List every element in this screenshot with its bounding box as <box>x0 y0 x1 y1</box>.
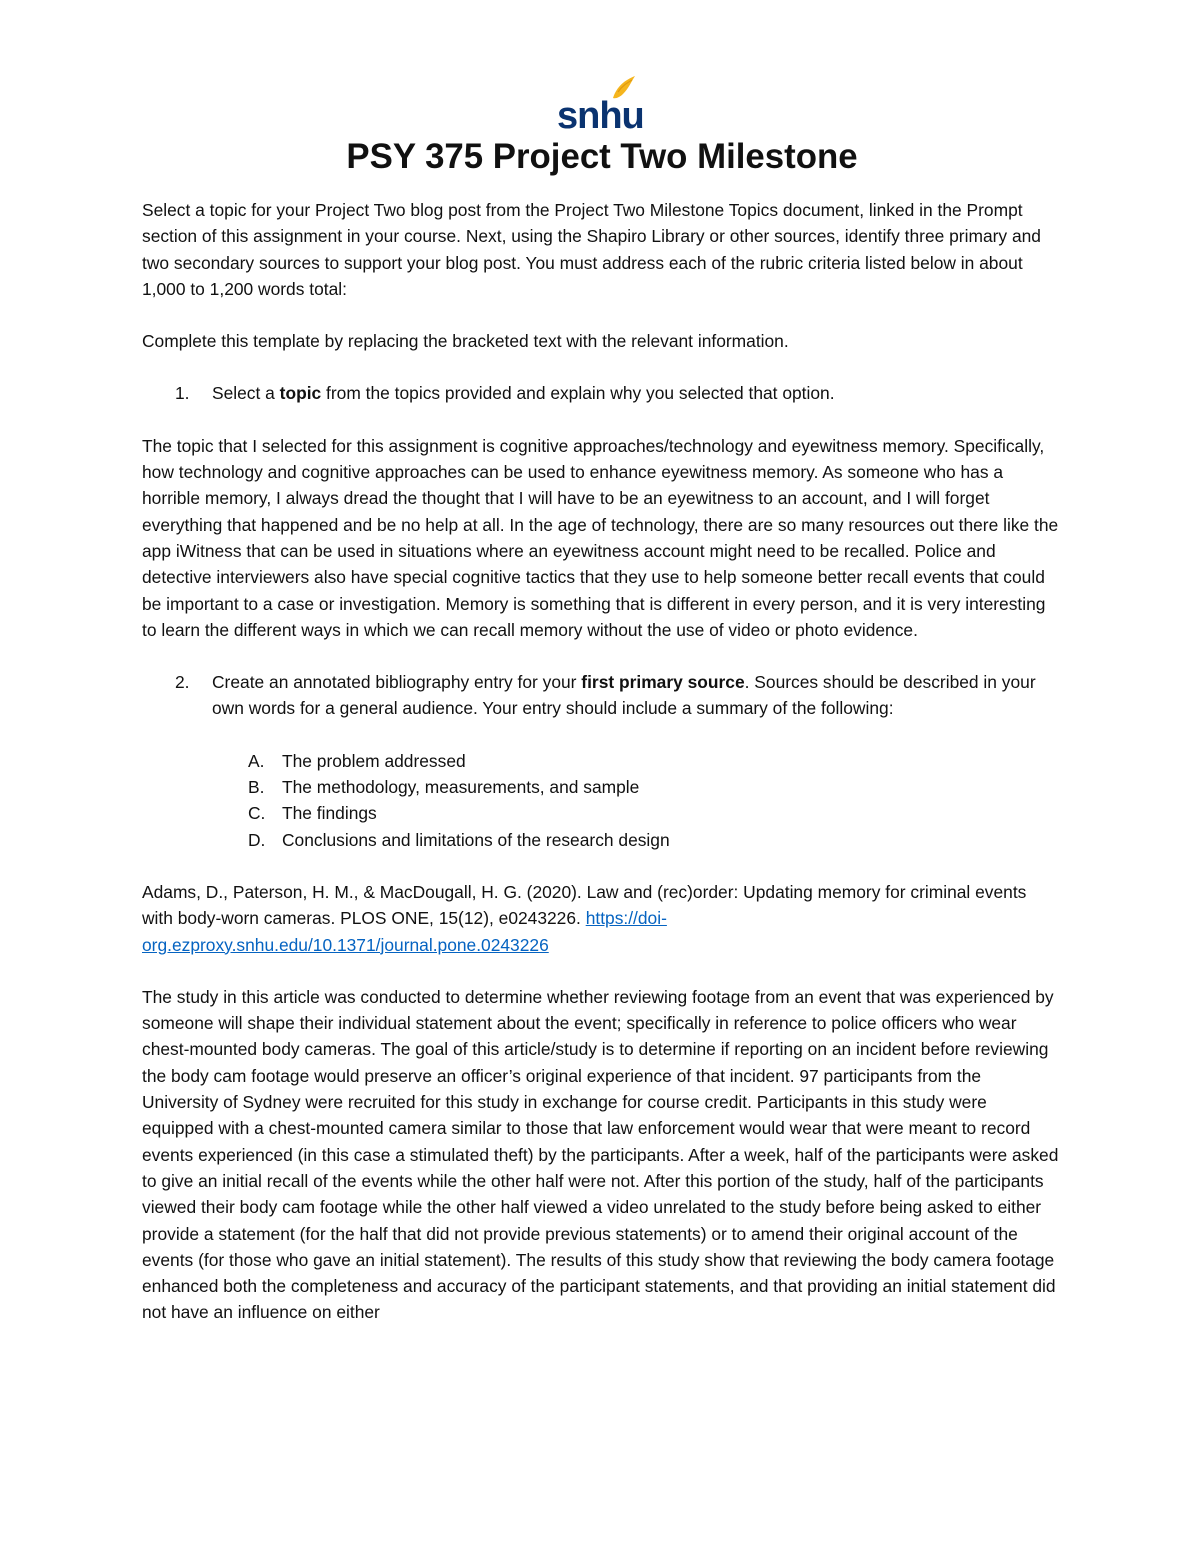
sub-list-text: Conclusions and limitations of the research design <box>282 829 670 850</box>
sub-list-letter: C. <box>248 803 266 824</box>
item2-text-pre: Create an annotated bibliography entry for your <box>212 672 582 693</box>
logo-text: snhu <box>557 95 644 132</box>
item1-text-bold: topic <box>279 383 322 404</box>
citation-text: Adams, D., Paterson, H. M., & MacDougall, H. G. (2020). Law and (rec)order: Updating memory for criminal events with body-worn cameras. PLOS ONE, 15(12), e0243226. <box>142 881 1027 929</box>
sub-list-letter: B. <box>248 777 265 798</box>
study-paragraph: The study in this article was conducted to determine whether reviewing footage from an event that was experienced by someone will shape their individual statement about the event; specifically in reference to police officers who wear chest-mounted body cameras. The goal of this article/study is to determine if reporting on an incident before reviewing the body cam footage would preserve an officer’s original experience of that incident. 97 participants from the University of Sydney were recruited for this study in exchange for course credit. Participants in this study were equipped with a chest-mounted camera similar to those that law enforcement would wear that were meant to record events experienced (in this case a stimulated theft) by the participants. After a week, half of the participants were asked to give an initial recall of the events while the other half were not. After this portion of the study, half of the participants viewed their body cam footage while the other half viewed a video unrelated to the study before being asked to either provide a statement (for the half that did not provide previous statements) or to amend their original account of the events (for those who gave an initial statement). The results of this study show that reviewing the body camera footage enhanced both the completeness and accuracy of the participant statements, and that providing an initial statement did not have an influence on either <box>142 986 1059 1323</box>
sub-list <box>142 748 1062 853</box>
list-item-1 <box>142 380 1062 406</box>
list-item-2 <box>142 669 1062 722</box>
sub-list-item <box>142 774 1062 800</box>
sub-list-letter: A. <box>248 750 265 771</box>
item1-text-post: from the topics provided and explain why you selected that option. <box>321 383 835 404</box>
sub-list-item <box>142 827 1062 853</box>
citation-link[interactable]: https://doi-org.ezproxy.snhu.edu/10.1371/journal.pone.0243226 <box>142 908 667 955</box>
sub-list-text: The methodology, measurements, and sample <box>282 777 640 798</box>
intro-paragraph: Select a topic for your Project Two blog post from the Project Two Milestone Topics document, linked in the Prompt section of this assignment in your course. Next, using the Shapiro Library or other sources, identify three primary and two secondary sources to support your blog post. You must address each of the rubric criteria listed below in about 1,000 to 1,200 words total: <box>142 200 1041 299</box>
item2-text-post: . Sources should be described in your own words for a general audience. Your entry should include a summary of the following: <box>212 672 1036 719</box>
sub-list-letter: D. <box>248 829 266 850</box>
list-number: 1. <box>175 383 190 404</box>
document-body <box>142 137 1062 1326</box>
item2-text-bold: first primary source <box>581 672 745 693</box>
item1-text-pre: Select a <box>212 383 280 404</box>
sub-list-text: The problem addressed <box>282 750 466 771</box>
citation <box>142 879 1062 958</box>
sub-list-text: The findings <box>282 803 377 824</box>
template-note: Complete this template by replacing the bracketed text with the relevant information. <box>142 331 789 352</box>
snhu-logo <box>555 72 645 132</box>
sub-list-item <box>142 748 1062 774</box>
sub-list-item <box>142 800 1062 826</box>
page-title: PSY 375 Project Two Milestone <box>346 137 858 176</box>
topic-paragraph: The topic that I selected for this assignment is cognitive approaches/technology and eyewitness memory. Specifically, how technology and cognitive approaches can be used to enhance eyewitness memory. As someone who has a horrible memory, I always dread the thought that I will have to be an eyewitness to an account, and I will forget everything that happened and be no help at all. In the age of technology, there are so many resources out there like the app iWitness that can be used in situations where an eyewitness account might need to be recalled. Police and detective interviewers also have special cognitive tactics that they use to help someone better recall events that could be important to a case or investigation. Memory is something that is different in every person, and it is very interesting to learn the different ways in which we can recall memory without the use of video or photo evidence. <box>142 435 1059 640</box>
list-number: 2. <box>175 672 190 693</box>
